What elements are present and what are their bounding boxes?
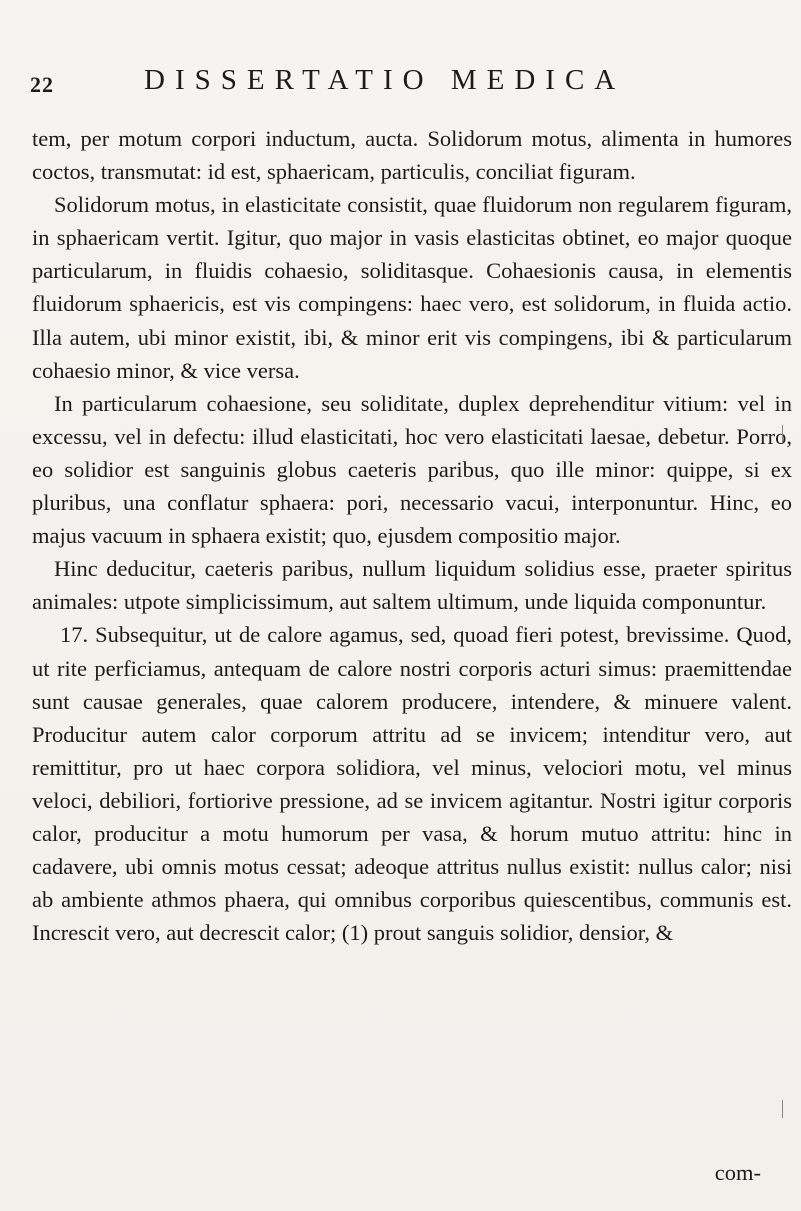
paragraph: tem, per motum corpori inductum, aucta. Solidorum motus, alimenta in humores coctos, transmutat: id est, sphaericam, particulis, conciliat figuram. [32,126,792,185]
paragraph: 17. Subsequitur, ut de calore agamus, sed, quoad fieri potest, brevissime. Quod, ut rite perficiamus, antequam de calore nostri corporis acturi simus: praemittendae sunt causae generales, quae calorem producere, intendere, & minuere valent. Producitur autem calor corporum attritu ad se invicem; intenditur vero, aut remittitur, pro ut haec corpora solidiora, vel minus, velociori motu, vel minus veloci, debiliori, fortiorive pressione, ad se invicem agitantur. Nostri igitur corporis calor, producitur a motu humorum per vasa, & horum mutuo attritu: hinc in cadavere, ubi omnis motus cessat; adeoque attritus nullus existit: nullus calor; nisi ab ambiente athmos phaera, qui omnibus corporibus quiescentibus, communis est. Increscit vero, aut decrescit calor; (1) prout sanguis solidior, densior, & [32,622,792,946]
catchword: com- [714,1160,761,1185]
margin-mark [778,1100,783,1118]
body-text [32,122,792,949]
page-number: 22 [30,72,54,97]
paragraph: Hinc deducitur, caeteris paribus, nullum liquidum solidius esse, praeter spiritus animales: utpote simplicissimum, aut saltem ultimum, unde liquida componuntur. [32,556,792,615]
page-header [30,64,770,104]
paragraph: In particularum cohaesione, seu soliditate, duplex deprehenditur vitium: vel in excessu, vel in defectu: illud elasticitati, hoc vero elasticitati laesae, debetur. Porro, eo solidior est sanguinis globus caeteris paribus, quo ille minor: quippe, si ex pluribus, una conflatur sphaera: pori, necessario vacui, interponuntur. Hinc, eo majus vacuum in sphaera existit; quo, ejusdem compositio major. [32,390,792,549]
margin-mark [778,425,783,443]
paragraph: Solidorum motus, in elasticitate consistit, quae fluidorum non regularem figuram, in sphaericam vertit. Igitur, quo major in vasis elasticitas obtinet, eo major quoque particularum, in fluidis cohaesio, soliditasque. Cohaesionis causa, in elementis fluidorum sphaericis, est vis compingens: haec vero, est solidorum, in fluida actio. Illa autem, ubi minor existit, ibi, & minor erit vis compingens, ibi & particularum cohaesio minor, & vice versa. [32,192,792,383]
running-head: DISSERTATIO MEDICA [144,64,626,96]
